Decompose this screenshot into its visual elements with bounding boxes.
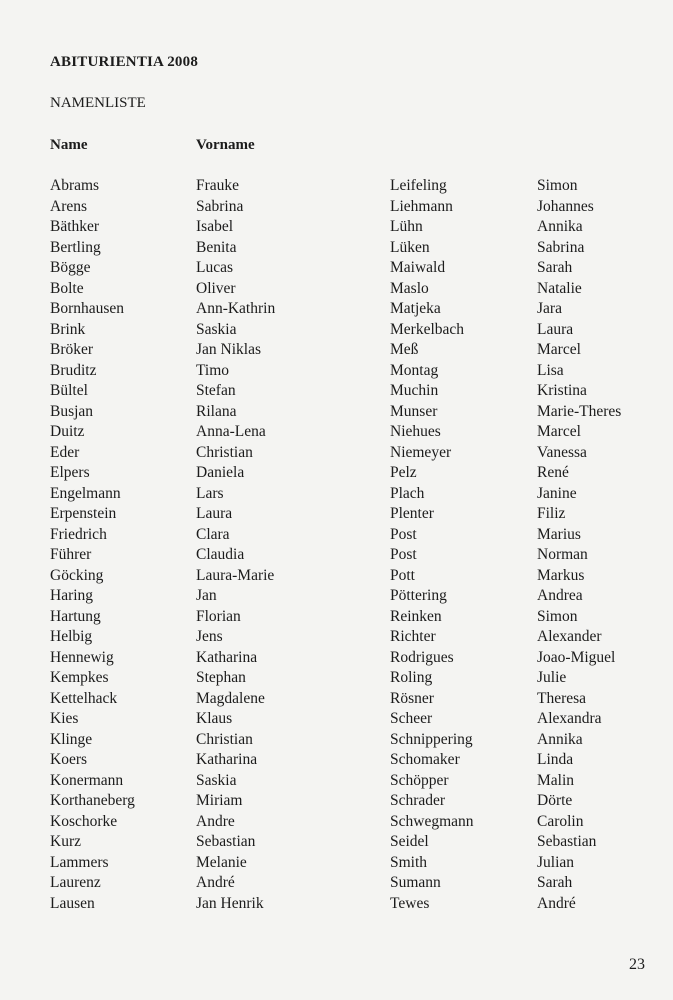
list-item: Elpers: [50, 464, 90, 481]
list-item: Simon: [537, 607, 578, 625]
right-firstname-column: [537, 176, 621, 914]
list-item: Miriam: [196, 792, 243, 809]
list-item: Lucas: [196, 259, 234, 276]
list-item: Scheer: [390, 710, 433, 727]
list-item: Erpenstein: [50, 505, 117, 522]
list-item: Lüken: [390, 238, 430, 256]
list-item: Friedrich: [50, 525, 107, 543]
list-item: Jara: [537, 300, 562, 317]
list-item: Laurenz: [50, 874, 101, 891]
list-item: Schrader: [390, 792, 446, 809]
list-item: Theresa: [537, 689, 587, 707]
list-item: Muchin: [390, 382, 439, 399]
list-item: Ann-Kathrin: [196, 300, 276, 317]
list-item: Bertling: [50, 238, 101, 256]
list-item: Schomaker: [390, 751, 460, 768]
list-item: Niemeyer: [390, 443, 452, 461]
page-subtitle: NAMENLISTE: [50, 95, 146, 111]
list-item: Haring: [50, 587, 94, 604]
list-item: Stefan: [196, 382, 236, 399]
list-item: Post: [390, 546, 417, 563]
list-item: Korthaneberg: [50, 792, 135, 809]
list-item: Timo: [196, 361, 230, 379]
list-item: Anna-Lena: [196, 423, 266, 440]
list-item: Schwegmann: [390, 812, 474, 830]
list-item: Joao-Miguel: [537, 648, 616, 666]
list-item: Plach: [390, 484, 425, 502]
list-item: Munser: [390, 402, 438, 420]
list-item: Alexandra: [537, 710, 602, 727]
list-item: Lisa: [537, 361, 564, 379]
list-item: Johannes: [537, 197, 594, 215]
list-item: Dörte: [537, 792, 573, 809]
list-item: Niehues: [390, 423, 441, 440]
list-item: Merkelbach: [390, 320, 465, 338]
list-item: Post: [390, 525, 417, 543]
list-item: Eder: [50, 443, 80, 461]
list-item: Schöpper: [390, 771, 449, 789]
list-item: Bültel: [50, 382, 88, 399]
list-item: Liehmann: [390, 197, 453, 215]
list-item: Jan: [196, 587, 217, 604]
list-item: Schnippering: [390, 730, 473, 748]
list-item: André: [537, 894, 576, 912]
list-item: Führer: [50, 546, 92, 563]
list-item: Florian: [196, 607, 241, 625]
list-item: Melanie: [196, 853, 247, 871]
list-item: Alexander: [537, 628, 602, 645]
list-item: Clara: [196, 525, 230, 543]
list-item: Malin: [537, 771, 575, 789]
list-item: Duitz: [50, 423, 85, 440]
header-name: Name: [50, 137, 88, 153]
list-item: Katharina: [196, 751, 258, 768]
list-item: Hennewig: [50, 648, 114, 666]
list-item: Sarah: [537, 874, 573, 891]
page-title: ABITURIENTIA 2008: [50, 54, 199, 70]
list-item: Marcel: [537, 423, 581, 440]
list-item: Linda: [537, 751, 574, 768]
list-item: Konermann: [50, 771, 124, 789]
list-item: Reinken: [390, 607, 442, 625]
left-firstname-column: [196, 176, 275, 914]
list-item: Frauke: [196, 177, 240, 194]
list-item: Montag: [390, 361, 439, 379]
list-item: Göcking: [50, 566, 104, 584]
list-item: Claudia: [196, 546, 245, 563]
list-item: Stephan: [196, 669, 246, 686]
list-item: Lausen: [50, 894, 95, 912]
list-item: Klaus: [196, 710, 233, 727]
list-item: René: [537, 464, 569, 481]
list-item: Maslo: [390, 279, 429, 297]
list-item: Markus: [537, 566, 585, 584]
list-item: Roling: [390, 669, 433, 686]
list-item: Lammers: [50, 853, 109, 871]
list-item: Magdalene: [196, 689, 265, 707]
list-item: Jan Niklas: [196, 341, 262, 358]
list-item: Plenter: [390, 505, 434, 522]
list-item: Isabel: [196, 218, 234, 235]
list-item: Bruditz: [50, 361, 97, 379]
list-item: Marius: [537, 525, 581, 543]
list-item: Oliver: [196, 279, 236, 297]
list-item: Saskia: [196, 320, 237, 338]
list-item: Bolte: [50, 279, 84, 297]
list-item: Kristina: [537, 382, 587, 399]
list-item: Bornhausen: [50, 300, 125, 317]
list-item: Pelz: [390, 464, 417, 481]
list-item: Laura-Marie: [196, 566, 275, 584]
list-item: Rilana: [196, 402, 237, 420]
list-item: Marcel: [537, 341, 581, 358]
list-item: Natalie: [537, 279, 582, 297]
list-item: Bröker: [50, 341, 94, 358]
list-item: Lühn: [390, 218, 423, 235]
list-item: Saskia: [196, 771, 237, 789]
list-item: Jan Henrik: [196, 894, 264, 912]
list-item: Sarah: [537, 259, 573, 276]
list-item: Vanessa: [537, 443, 587, 461]
list-item: André: [196, 874, 235, 891]
list-item: Christian: [196, 443, 253, 461]
list-item: Sabrina: [537, 238, 585, 256]
list-item: Meß: [390, 341, 419, 358]
list-item: Pöttering: [390, 587, 447, 604]
list-item: Smith: [390, 853, 428, 871]
list-item: Engelmann: [50, 484, 121, 502]
list-item: Koers: [50, 751, 88, 768]
list-item: Annika: [537, 730, 583, 748]
list-item: Lars: [196, 484, 224, 502]
list-item: Brink: [50, 320, 86, 338]
list-item: Seidel: [390, 833, 429, 850]
list-item: Andrea: [537, 587, 583, 604]
list-item: Koschorke: [50, 812, 118, 830]
list-item: Sumann: [390, 874, 441, 891]
list-item: Helbig: [50, 628, 93, 645]
list-item: Richter: [390, 628, 436, 645]
list-item: Katharina: [196, 648, 258, 666]
list-item: Kettelhack: [50, 689, 118, 707]
list-item: Norman: [537, 546, 588, 563]
list-item: Sebastian: [537, 833, 597, 850]
list-item: Julie: [537, 669, 567, 686]
list-item: Daniela: [196, 464, 245, 481]
list-item: Maiwald: [390, 259, 446, 276]
list-item: Laura: [537, 320, 574, 338]
list-item: Arens: [50, 197, 88, 215]
list-item: Christian: [196, 730, 253, 748]
list-item: Pott: [390, 566, 415, 584]
list-item: Leifeling: [390, 177, 447, 194]
list-item: Tewes: [390, 894, 430, 912]
list-item: Klinge: [50, 730, 93, 748]
list-item: Kempkes: [50, 669, 109, 686]
list-item: Julian: [537, 853, 575, 871]
list-item: Annika: [537, 218, 583, 235]
list-item: Matjeka: [390, 300, 441, 317]
left-surname-column: [50, 176, 135, 914]
list-item: Abrams: [50, 177, 100, 194]
list-item: Bögge: [50, 259, 91, 276]
list-item: Rodrigues: [390, 648, 454, 666]
list-item: Bäthker: [50, 218, 100, 235]
list-item: Kies: [50, 710, 79, 727]
list-item: Kurz: [50, 833, 81, 850]
header-vorname: Vorname: [196, 137, 255, 153]
list-item: Simon: [537, 177, 578, 194]
right-surname-column: [390, 176, 474, 914]
list-item: Sebastian: [196, 833, 256, 850]
list-item: Sabrina: [196, 197, 244, 215]
list-item: Andre: [196, 812, 235, 830]
list-item: Busjan: [50, 402, 94, 420]
list-item: Jens: [196, 628, 223, 645]
list-item: Rösner: [390, 689, 434, 707]
list-item: Janine: [537, 484, 577, 502]
list-item: Filiz: [537, 505, 566, 522]
list-item: Marie-Theres: [537, 402, 622, 420]
list-item: Carolin: [537, 812, 584, 830]
list-item: Hartung: [50, 607, 101, 625]
list-item: Laura: [196, 505, 233, 522]
page-number: 23: [629, 956, 645, 973]
list-item: Benita: [196, 238, 237, 256]
